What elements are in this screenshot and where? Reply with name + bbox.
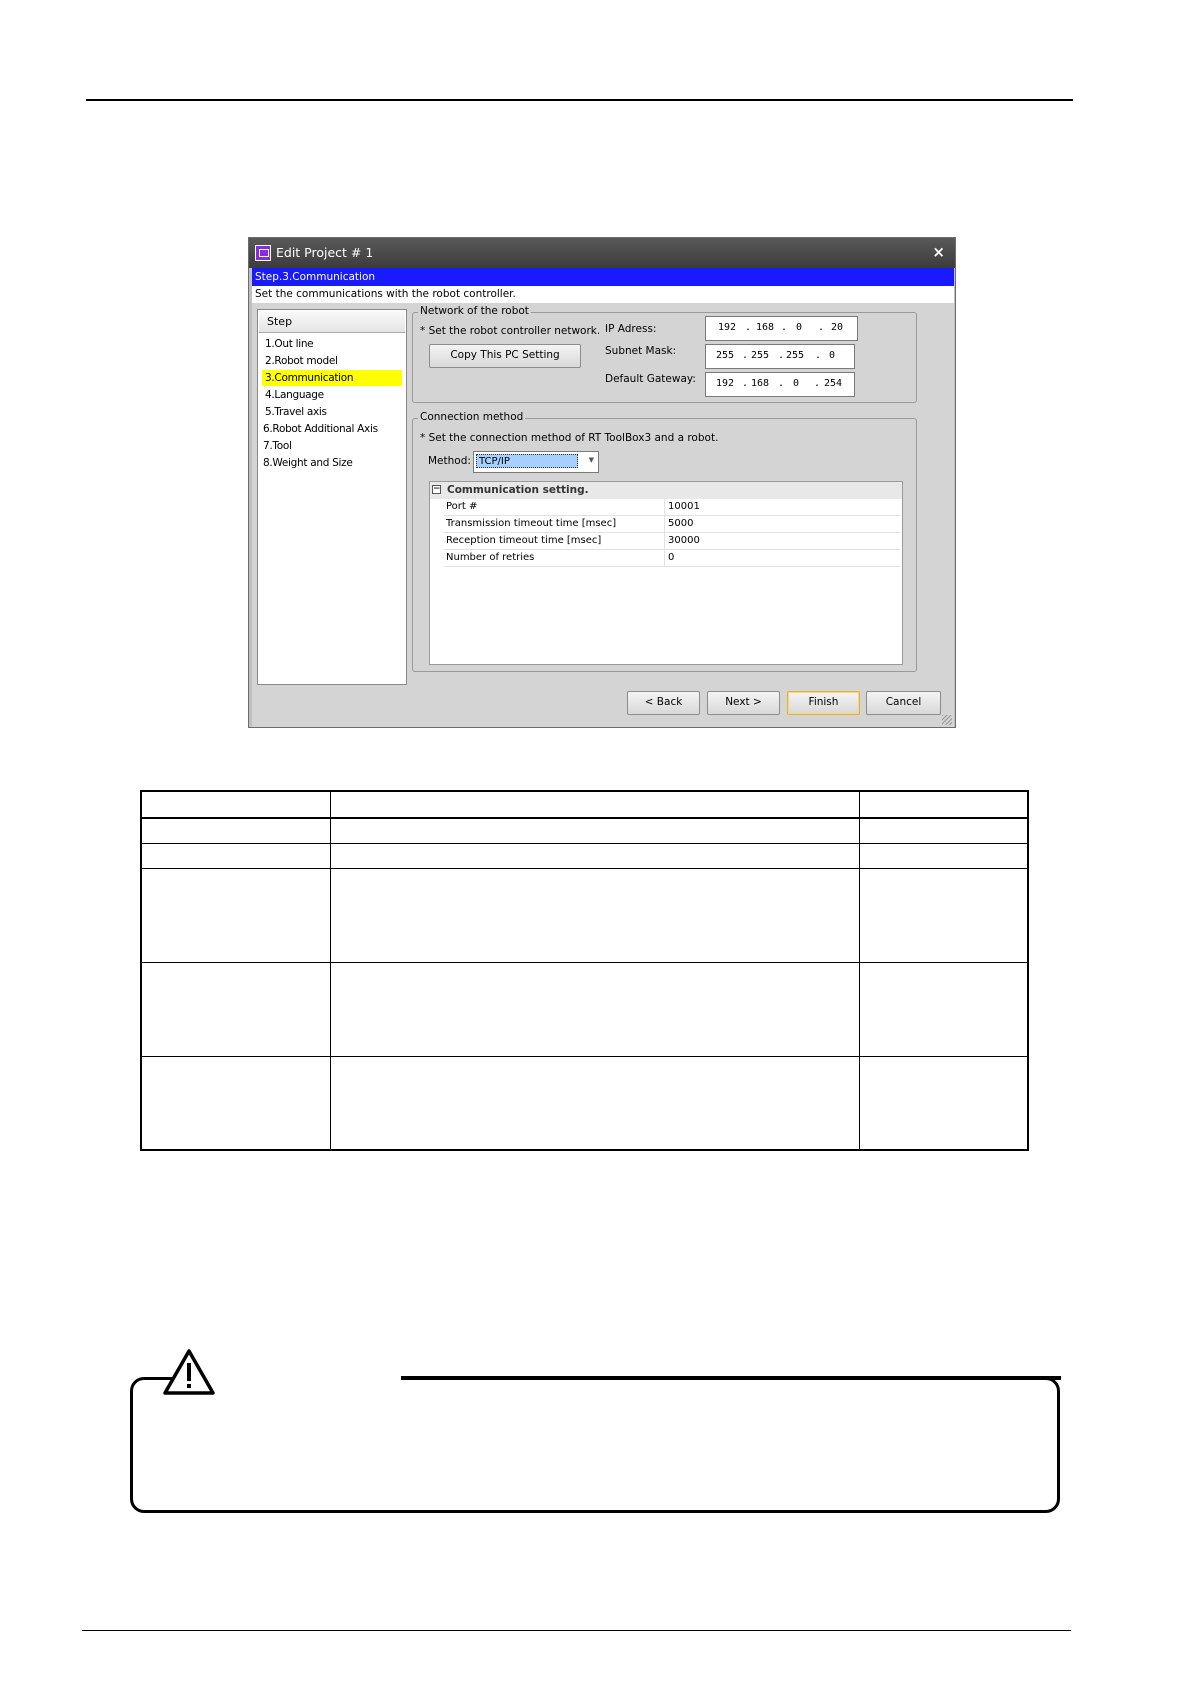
table-row-rule xyxy=(142,843,1027,844)
setting-value[interactable]: 10001 xyxy=(664,499,700,515)
method-label: Method: xyxy=(428,455,471,467)
connection-group-title: Connection method xyxy=(420,411,524,423)
network-note: * Set the robot controller network. xyxy=(420,325,601,337)
table-row-rule xyxy=(142,1056,1027,1057)
step-item-communication[interactable]: 3.Communication xyxy=(262,370,402,386)
title-bar xyxy=(249,238,955,268)
back-button[interactable]: < Back xyxy=(627,691,700,715)
setting-value[interactable]: 0 xyxy=(664,550,674,566)
step-list-header: Step xyxy=(259,311,405,333)
table-row-rule xyxy=(142,962,1027,963)
method-value: TCP/IP xyxy=(476,454,578,468)
default-gateway-label: Default Gateway: xyxy=(605,373,696,385)
step-item-language[interactable]: 4.Language xyxy=(265,389,324,401)
dialog-body xyxy=(252,303,954,727)
setting-name: Number of retries xyxy=(446,552,535,563)
caution-box xyxy=(130,1377,1060,1513)
caution-heading-rule xyxy=(401,1376,1061,1380)
connection-method-group xyxy=(412,411,917,672)
settings-header-label: Communication setting. xyxy=(447,484,589,496)
header-rule xyxy=(86,99,1073,101)
copy-pc-setting-button[interactable]: Copy This PC Setting xyxy=(429,344,581,368)
collapse-icon[interactable]: − xyxy=(433,484,441,494)
edit-project-dialog xyxy=(248,237,956,728)
table-divider xyxy=(330,792,331,1149)
method-select[interactable] xyxy=(473,451,599,473)
finish-button[interactable]: Finish xyxy=(787,691,860,715)
caution-gap xyxy=(195,1372,401,1382)
default-gateway-field[interactable]: 192 168 0 254 . . . xyxy=(705,372,855,397)
connection-note: * Set the connection method of RT ToolBox3 and a robot. xyxy=(420,432,719,444)
setting-name: Reception timeout time [msec] xyxy=(446,535,602,546)
cancel-button[interactable]: Cancel xyxy=(866,691,941,715)
setting-name: Transmission timeout time [msec] xyxy=(446,518,617,529)
close-icon[interactable]: × xyxy=(932,243,945,261)
step-banner: Step.3.Communication xyxy=(252,268,954,286)
subnet-mask-label: Subnet Mask: xyxy=(605,345,677,357)
app-icon xyxy=(255,245,271,261)
next-button[interactable]: Next > xyxy=(707,691,780,715)
settings-table xyxy=(140,790,1029,1151)
setting-name: Port # xyxy=(446,501,478,512)
network-group xyxy=(412,305,917,403)
dropdown-arrow-icon[interactable]: ▼ xyxy=(588,456,594,464)
instruction-text: Set the communications with the robot controller. xyxy=(252,286,954,303)
communication-settings-grid xyxy=(429,481,903,665)
table-row[interactable] xyxy=(444,550,900,567)
step-item-tool[interactable]: 7.Tool xyxy=(263,440,292,452)
settings-header xyxy=(430,482,902,499)
step-item-robot-model[interactable]: 2.Robot model xyxy=(265,355,338,367)
footer-rule xyxy=(82,1630,1071,1631)
step-list xyxy=(257,309,407,685)
table-row[interactable] xyxy=(444,499,900,516)
step-item-weight-and-size[interactable]: 8.Weight and Size xyxy=(263,457,353,469)
table-header-rule xyxy=(142,817,1027,819)
network-group-title: Network of the robot xyxy=(420,305,529,317)
step-item-robot-additional-axis[interactable]: 6.Robot Additional Axis xyxy=(263,423,378,435)
ip-address-label: IP Adress: xyxy=(605,323,657,335)
step-item-outline[interactable]: 1.Out line xyxy=(265,338,314,350)
table-row[interactable] xyxy=(444,516,900,533)
warning-icon xyxy=(162,1348,216,1396)
setting-value[interactable]: 5000 xyxy=(664,516,693,532)
resize-grip-icon[interactable] xyxy=(942,715,952,725)
table-row-rule xyxy=(142,868,1027,869)
subnet-mask-field[interactable]: 255 255 255 0 . . . xyxy=(705,344,855,369)
setting-value[interactable]: 30000 xyxy=(664,533,700,549)
ip-address-field[interactable]: 192 168 0 20 . . . xyxy=(705,316,858,341)
table-divider xyxy=(859,792,860,1149)
dialog-title: Edit Project # 1 xyxy=(276,245,374,260)
table-row[interactable] xyxy=(444,533,900,550)
step-item-travel-axis[interactable]: 5.Travel axis xyxy=(265,406,327,418)
